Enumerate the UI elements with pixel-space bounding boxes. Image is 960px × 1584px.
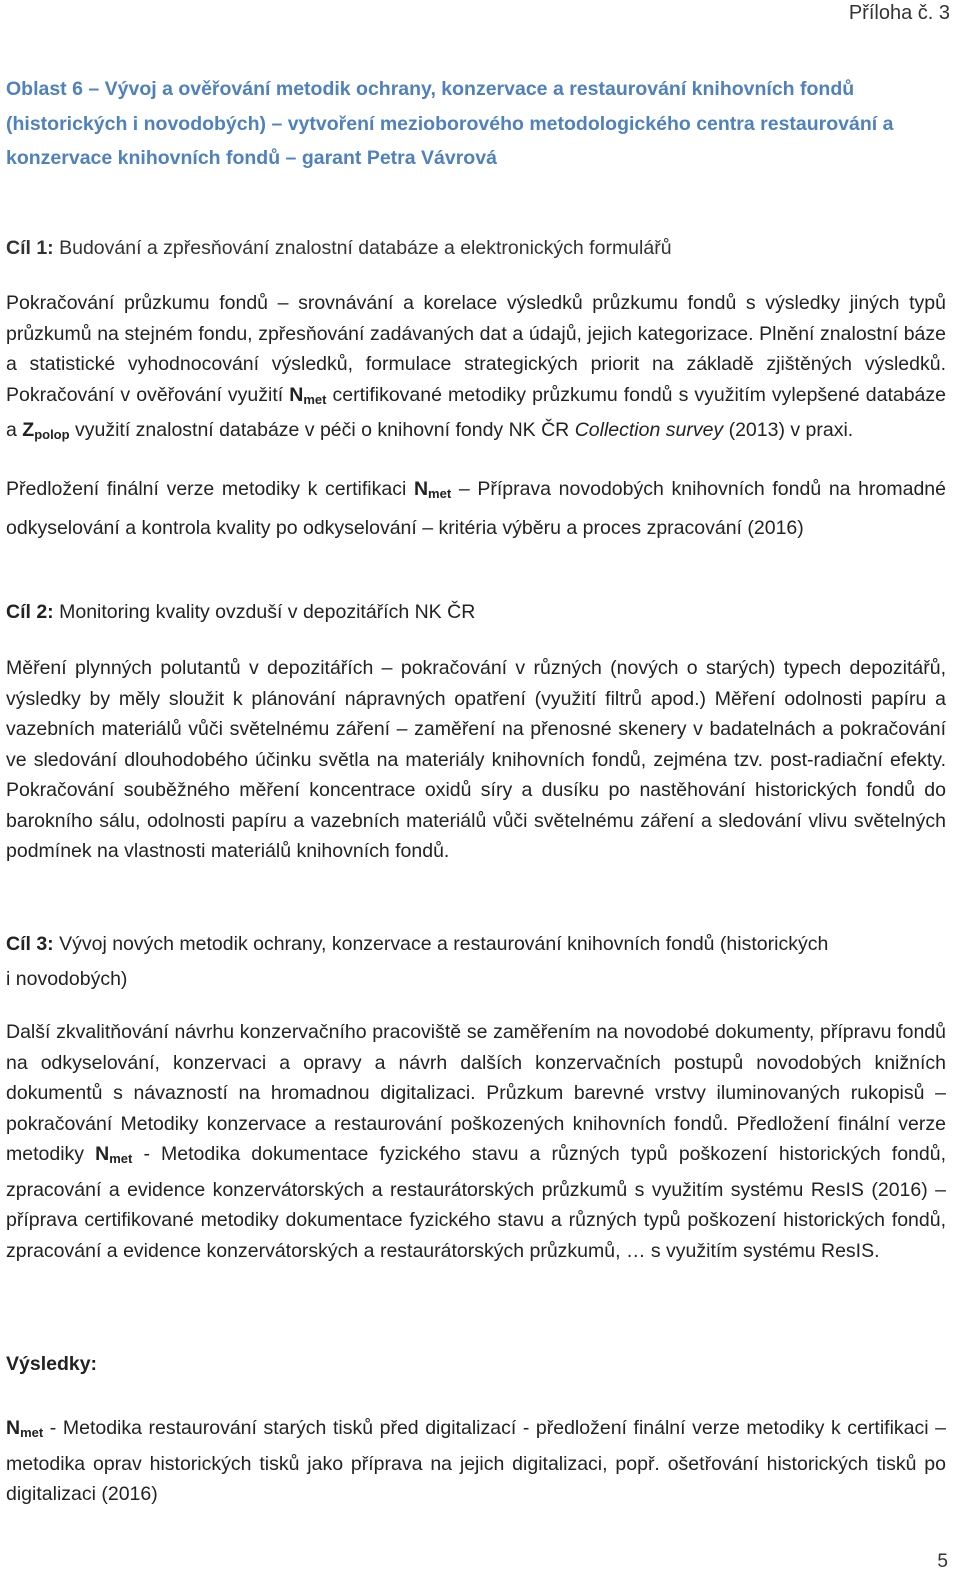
goal-3-p1-met: met bbox=[109, 1151, 133, 1166]
goal-1-paragraph-2 bbox=[6, 472, 946, 546]
goal-1-p1-n: N bbox=[289, 383, 304, 406]
goal-3-text: Vývoj nových metodik ochrany, konzervace a restaurování knihovních fondů (historických i novodobých) bbox=[6, 933, 829, 990]
goal-1-p2-text-b: – Příprava novodobých knihovních fondů na hromadné odkyselování a kontrola kvality po odkyselování – kritéria výběru a proces zpracování (2016) bbox=[6, 478, 946, 539]
annex-label: Příloha č. 3 bbox=[848, 2, 950, 24]
goal-1-p1-text-b: certifikované metodiky průzkumu fondů s využitím vylepšené databáze a bbox=[6, 383, 946, 441]
goal-2-text: Monitoring kvality ovzduší v depozitářích NK ČR bbox=[53, 601, 476, 623]
goal-2-paragraph: Měření plynných polutantů v depozitářích – pokračování v různých (nových o starých) typech depozitářů, výsledky by měly sloužit k plánování nápravných opatření (využití filtrů apod.) Měření odolnosti papíru a vazebních materiálů vůči světelnému záření – zaměření na přenosné skenery v badatelnách a pokračování ve sledování dlouhodobého účinku světla na materiály knihovních fondů, zejména tzv. post-radiační efekty. Pokračování souběžného měření koncentrace oxidů síry a dusíku po nastěhování historických fondů do barokního sálu, odolnosti papíru a vazebních materiálů vůči světelnému záření a sledování vlivu světelných podmínek na vlastnosti materiálů knihovních fondů. bbox=[6, 657, 946, 862]
goal-1-p1-text-a: Pokračování průzkumu fondů – srovnávání a korelace výsledků průzkumu fondů s výsledky jiných typů průzkumů na stejném fondu, zpřesňování zadávaných dat a údajů, jejich kategorizace. Plnění znalostní báze a statistické vyhodnocování výsledků, formulace strategických priorit na základě zjištěných výsledků. Pokračování v ověřování využití bbox=[6, 292, 946, 406]
goal-3-prefix: Cíl 3: bbox=[6, 933, 54, 955]
section-heading: Oblast 6 – Vývoj a ověřování metodik ochrany, konzervace a restaurování knihovních fondů (historických i novodobých) – vytvoření mezioborového metodologického centra restaurování a konzervace knihovních fondů – garant Petra Vávrová bbox=[6, 78, 894, 169]
goal-1-text: Budování a zpřesňování znalostní databáze a elektronických formulářů bbox=[53, 237, 672, 259]
goal-1-p1-italic: Collection survey bbox=[574, 419, 724, 441]
goal-3-title bbox=[6, 927, 836, 997]
goal-1-p1-text-c: využití znalostní databáze v péči o knihovní fondy NK ČR bbox=[69, 419, 575, 441]
goal-3-p1-n: N bbox=[95, 1143, 110, 1165]
goal-1-p2-text-a: Předložení finální verze metodiky k certifikaci bbox=[6, 478, 414, 500]
goal-3-p1-text-b: - Metodika dokumentace fyzického stavu a různých typů poškození historických fondů, zpracování a evidence konzervátorských a restaurátorských průzkumů s využitím systému ResIS (2016) – příprava certifikované metodiky dokumentace fyzického stavu a různých typů poškození historických fondů, zpracování a evidence konzervátorských a restaurátorských průzkumů, … s využitím systému ResIS. bbox=[6, 1143, 946, 1262]
goal-1-p1-polop: polop bbox=[34, 427, 70, 442]
goal-3-paragraph bbox=[6, 1017, 946, 1266]
goal-1-paragraph-1 bbox=[6, 288, 946, 451]
goal-1-p2-n: N bbox=[413, 478, 429, 500]
goal-1-p2-met: met bbox=[428, 486, 452, 501]
results-paragraph bbox=[6, 1413, 946, 1510]
results-n: N bbox=[6, 1417, 21, 1439]
goal-3-p1-text-a: Další zkvalitňování návrhu konzervačního pracoviště se zaměřením na novodobé dokumenty, přípravu fondů na odkyselování, konzervaci a opravy a návrh dalších konzervačních postupů novodobých knižních dokumentů s návazností na hromadnou digitalizaci. Průzkum barevné vrstvy iluminovaných rukopisů – pokračování Metodiky konzervace a restaurování poškozených knihovních fondů. Předložení finální verze metodiky bbox=[6, 1021, 946, 1165]
goal-1-p1-text-d: (2013) v praxi. bbox=[723, 419, 854, 441]
goal-1-p1-z: Z bbox=[22, 419, 35, 441]
goal-1-title bbox=[6, 233, 946, 263]
goal-2-title bbox=[6, 597, 946, 627]
goal-1-p1-met: met bbox=[303, 391, 327, 407]
goal-1-prefix: Cíl 1: bbox=[6, 237, 54, 259]
goal-2-prefix: Cíl 2: bbox=[6, 601, 54, 623]
results-text: - Metodika restaurování starých tisků před digitalizací - předložení finální verze metodiky k certifikaci – metodika oprav historických tisků jako příprava na jejich digitalizaci, popř. ošetřování historických tisků po digitalizaci (2016) bbox=[6, 1417, 946, 1505]
results-heading: Výsledky: bbox=[6, 1353, 98, 1375]
results-met: met bbox=[20, 1425, 44, 1440]
page-number: 5 bbox=[937, 1551, 948, 1572]
